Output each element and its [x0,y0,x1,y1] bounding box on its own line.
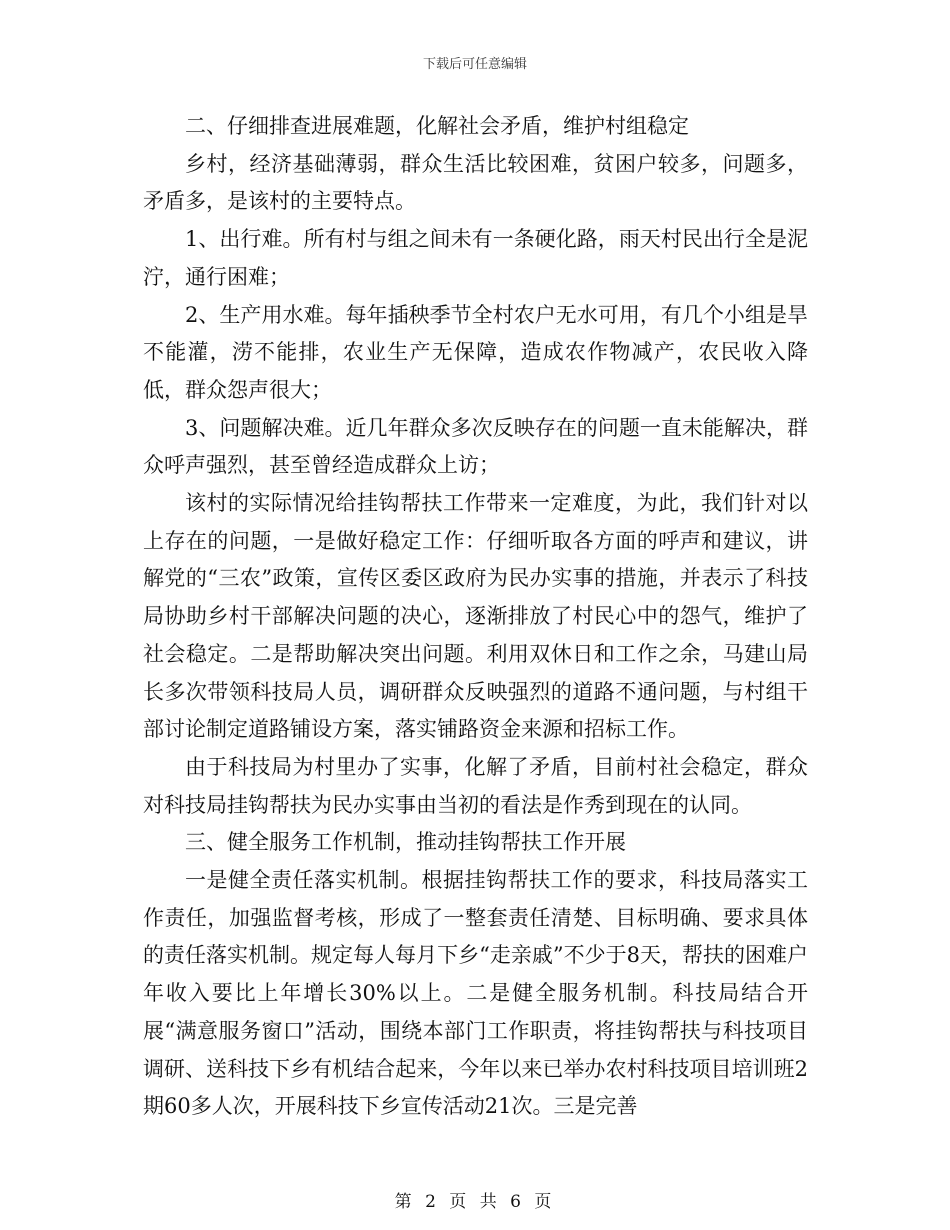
paragraph: 该村的实际情况给挂钩帮扶工作带来一定难度，为此，我们针对以上存在的问题，一是做好稳定工作：仔细听取各方面的呼声和建议，讲解党的“三农”政策，宣传区委区政府为民办实事的措施，并表示了科技局协助乡村干部解决问题的决心，逐渐排放了村民心中的怨气，维护了社会稳定。二是帮助解决突出问题。利用双休日和工作之余，马建山局长多次带领科技局人员，调研群众反映强烈的道路不通问题，与村组干部讨论制定道路铺设方案，落实铺路资金来源和招标工作。 [143,491,808,742]
page-header: 下载后可任意编辑 [422,57,527,72]
list-item-3: 3、问题解决难。近几年群众多次反映存在的问题一直未能解决，群众呼声强烈，甚至曾经造成群众上访； [143,415,808,478]
list-item-2: 2、生产用水难。每年插秧季节全村农户无水可用，有几个小组是旱不能灌，涝不能排，农业生产无保障，造成农作物减产，农民收入降低，群众怨声很大； [143,302,808,402]
list-item-1: 1、出行难。所有村与组之间未有一条硬化路，雨天村民出行全是泥泞，通行困难； [143,227,808,289]
paragraph: 由于科技局为村里办了实事，化解了矛盾，目前村社会稳定，群众对科技局挂钩帮扶为民办实事由当初的看法是作秀到现在的认同。 [143,754,808,817]
section-heading-3: 三、健全服务工作机制，推动挂钩帮扶工作开展 [185,830,626,855]
page-number: 第 2 页 共 6 页 [394,1192,556,1212]
section-heading-2: 二、仔细排查进展难题，化解社会矛盾，维护村组稳定 [185,114,689,138]
paragraph: 乡村，经济基础薄弱，群众生活比较困难，贫困户较多，问题多，矛盾多，是该村的主要特点。 [143,151,808,214]
paragraph: 一是健全责任落实机制。根据挂钩帮扶工作的要求，科技局落实工作责任，加强监督考核，形成了一整套责任清楚、目标明确、要求具体的责任落实机制。规定每人每月下乡“走亲戚”不少于8天，帮扶的困难户年收入要比上年增长30%以上。二是健全服务机制。科技局结合开展“满意服务窗口”活动，围绕本部门工作职责，将挂钩帮扶与科技项目调研、送科技下乡有机结合起来，今年以来已举办农村科技项目培训班2期60多人次，开展科技下乡宣传活动21次。三是完善 [143,868,808,1119]
document-body [143,108,808,1126]
